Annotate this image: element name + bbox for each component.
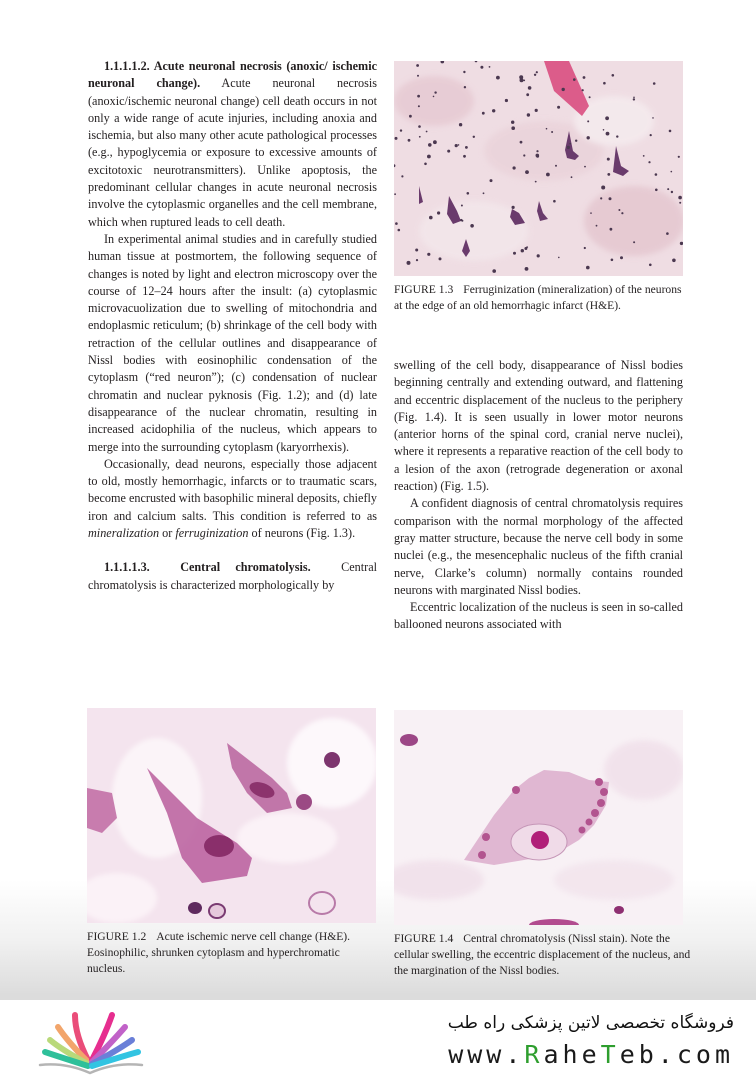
glial-nucleus bbox=[395, 137, 398, 140]
glial-nucleus bbox=[669, 130, 672, 133]
glial-nucleus bbox=[492, 269, 496, 273]
glial-nucleus bbox=[426, 131, 428, 133]
glial-nucleus bbox=[655, 173, 658, 176]
glial-nucleus bbox=[511, 121, 514, 124]
glial-nucleus bbox=[401, 175, 403, 177]
glial-nucleus bbox=[482, 112, 485, 115]
glial-nucleus bbox=[473, 136, 475, 138]
glial-nucleus bbox=[601, 186, 605, 190]
glial-nucleus bbox=[633, 98, 635, 100]
figure-1-2-caption: FIGURE 1.2 Acute ischemic nerve cell change (H&E). Eosinophilic, shrunken cytoplasm and hyperchromatic nucleus. bbox=[87, 930, 351, 975]
left-text-column bbox=[88, 58, 377, 594]
glial-nucleus bbox=[616, 135, 618, 137]
glial-nucleus bbox=[525, 170, 529, 174]
glial-nucleus bbox=[511, 126, 515, 130]
glial-nucleus bbox=[596, 225, 598, 227]
right-text-column bbox=[394, 357, 683, 634]
glial-nucleus bbox=[575, 140, 577, 142]
glial-nucleus bbox=[571, 176, 573, 178]
glial-nucleus bbox=[666, 232, 669, 235]
glial-nucleus bbox=[612, 74, 615, 77]
glial-nucleus bbox=[536, 71, 538, 73]
glial-nucleus bbox=[394, 193, 396, 195]
glial-nucleus bbox=[527, 113, 530, 116]
paragraph: A confident diagnosis of central chromatolysis requires comparison with the normal morphology of the affected gray matter structure, because the nerve cell body in some nuclei (e.g., the mesencephalic nucleus of the fifth cranial nerve, Clarke’s column) normally contains rounded neurons with marginated Nissl bodies. bbox=[394, 496, 683, 597]
paragraph: Eccentric localization of the nucleus is seen in so-called ballooned neurons associated with bbox=[394, 600, 683, 632]
glial-nucleus bbox=[555, 165, 557, 167]
glial-nucleus bbox=[395, 222, 398, 225]
glial-nucleus bbox=[589, 96, 591, 98]
glial-nucleus bbox=[505, 99, 508, 102]
figure-1-2-image bbox=[87, 708, 376, 923]
glial-nucleus bbox=[643, 155, 645, 157]
glial-nucleus bbox=[433, 96, 435, 98]
glial-nucleus bbox=[590, 212, 592, 214]
pyknotic-nucleus bbox=[204, 835, 234, 857]
glial-nucleus bbox=[582, 89, 584, 91]
glial-nucleus bbox=[655, 189, 658, 192]
glial-nucleus bbox=[633, 241, 635, 243]
glial-nucleus bbox=[536, 155, 539, 158]
figure-1-4-image bbox=[394, 710, 683, 925]
figure-1-4-caption: FIGURE 1.4 Central chromatolysis (Nissl stain). Note the cellular swelling, the eccentric displacement of the nucleus, and the margination of the Nissl bodies. bbox=[394, 932, 691, 977]
glial-nucleus bbox=[513, 166, 516, 169]
glial-nucleus bbox=[521, 249, 524, 252]
figure-1-3-image bbox=[394, 61, 683, 276]
glial-nucleus bbox=[424, 163, 427, 166]
glial-nucleus bbox=[523, 154, 525, 156]
glial-nucleus bbox=[467, 192, 470, 195]
glial-nucleus bbox=[463, 71, 465, 73]
glial-nucleus bbox=[558, 257, 560, 259]
glial-nucleus bbox=[400, 129, 402, 131]
glial-nucleus bbox=[671, 191, 673, 193]
glial-nucleus bbox=[553, 200, 556, 203]
glial-nucleus bbox=[557, 106, 560, 109]
store-name: فروشگاه تخصصی لاتین پزشکی راه طب bbox=[447, 1013, 734, 1033]
glial-nucleus bbox=[603, 129, 605, 131]
glial-nucleus bbox=[537, 254, 540, 257]
glial-nucleus bbox=[416, 64, 419, 67]
glial-nucleus bbox=[398, 229, 401, 232]
glial-nucleus bbox=[569, 143, 571, 145]
glial-nucleus bbox=[483, 192, 485, 194]
glial-nucleus bbox=[490, 179, 493, 182]
glial-nucleus bbox=[652, 117, 654, 119]
open-book-rainbow-logo-icon bbox=[30, 1010, 150, 1075]
figure-label: FIGURE 1.4 bbox=[394, 932, 454, 945]
glial-nucleus bbox=[409, 115, 412, 118]
glial-nucleus bbox=[667, 188, 669, 190]
glial-nucleus bbox=[434, 91, 436, 93]
glial-nucleus bbox=[480, 66, 483, 69]
glial-nucleus bbox=[427, 155, 431, 159]
glial-nucleus bbox=[465, 146, 468, 149]
glial-nucleus bbox=[464, 86, 466, 88]
glial-nucleus bbox=[408, 139, 411, 142]
glial-nucleus bbox=[512, 206, 515, 209]
glial-nucleus bbox=[600, 197, 602, 199]
glial-nucleus bbox=[587, 120, 589, 122]
glial-nucleus bbox=[607, 158, 610, 161]
glial-nucleus bbox=[650, 134, 652, 136]
glial-nucleus bbox=[609, 197, 612, 200]
glial-nucleus bbox=[419, 136, 421, 138]
glial-nucleus bbox=[416, 259, 418, 261]
glial-nucleus bbox=[551, 131, 553, 133]
glial-nucleus bbox=[525, 267, 529, 271]
glial-nucleus bbox=[437, 211, 440, 214]
glial-nucleus bbox=[648, 161, 650, 163]
glial-nucleus bbox=[611, 259, 614, 262]
glial-nucleus bbox=[649, 264, 652, 267]
glial-nucleus bbox=[526, 246, 528, 248]
glial-nucleus bbox=[546, 128, 548, 130]
glial-nucleus bbox=[519, 75, 523, 79]
glial-nucleus bbox=[573, 78, 576, 81]
glial-nucleus bbox=[678, 196, 682, 200]
glial-nucleus bbox=[606, 132, 610, 136]
glial-nucleus bbox=[460, 219, 462, 221]
glial-nucleus bbox=[417, 75, 419, 77]
glial-nucleus bbox=[536, 150, 538, 152]
glial-nucleus bbox=[439, 257, 442, 260]
section-acute-neuronal-necrosis: 1.1.1.1.2. Acute neuronal necrosis (anoxic/ ischemic neuronal change). Acute neuronal necrosis (anoxic/ischemic neuronal change) cell death occurs in not only a wide range of acute injuries, including anoxia and ischemia, but also many other acute pathological processes (e.g., hypoglycemia or exposure to excessive amounts of excitotoxic neurotransmitters). Unlike apoptosis, the predominant cellular changes in acute neuronal necrosis involve the cytoplasmic organelles and the cell membrane, which when ruptured leads to cell death. bbox=[88, 59, 377, 229]
glial-nucleus bbox=[535, 181, 537, 183]
glial-nucleus bbox=[546, 173, 550, 177]
glial-nucleus bbox=[417, 95, 420, 98]
glial-nucleus bbox=[603, 82, 606, 85]
glial-nucleus bbox=[489, 66, 491, 68]
glial-nucleus bbox=[621, 212, 623, 214]
glial-nucleus bbox=[618, 209, 620, 211]
glial-nucleus bbox=[418, 125, 421, 128]
figure-label: FIGURE 1.2 bbox=[87, 930, 147, 943]
glial-nucleus bbox=[496, 76, 500, 80]
glial-nucleus bbox=[607, 173, 610, 176]
glial-nucleus bbox=[526, 93, 529, 96]
glial-nucleus bbox=[427, 253, 430, 256]
figure-1-3-caption: FIGURE 1.3 Ferruginization (mineralization) of the neurons at the edge of an old hemorrhagic infarct (H&E). bbox=[394, 283, 682, 312]
glial-nucleus bbox=[523, 80, 525, 82]
glial-nucleus bbox=[534, 74, 536, 76]
paragraph: Occasionally, dead neurons, especially those adjacent to old, mostly hemorrhagic, infarcts or to traumatic scars, become encrusted with basophilic mineral deposits, chiefly iron and calcium salts. This condition is referred to as mineralization or ferruginization of neurons (Fig. 1.3). bbox=[88, 456, 377, 541]
glial-nucleus bbox=[459, 123, 462, 126]
glial-nucleus bbox=[428, 143, 432, 147]
glial-nucleus bbox=[470, 224, 474, 228]
glial-nucleus bbox=[583, 76, 586, 79]
glial-nucleus bbox=[458, 144, 460, 146]
eccentric-nucleolus bbox=[531, 831, 549, 849]
glial-nucleus bbox=[672, 259, 676, 263]
glial-nucleus bbox=[461, 205, 463, 207]
glial-nucleus bbox=[584, 247, 586, 249]
glial-nucleus bbox=[492, 109, 495, 112]
glial-nucleus bbox=[567, 146, 570, 149]
paragraph: swelling of the cell body, disappearance of Nissl bodies beginning centrally and extending outward, and flattening and eccentric displacement of the nucleus to the periphery (Fig. 1.4). It is seen usually in lower motor neurons (anterior horns of the spinal cord, cranial nerve nuclei), where it represents a reparative reaction of the cell body to a lesion of the axon (retrograde degeneration or axonal reaction) (Fig. 1.5). bbox=[394, 358, 683, 494]
glial-nucleus bbox=[418, 105, 420, 107]
glial-nucleus bbox=[455, 144, 458, 147]
glial-nucleus bbox=[633, 97, 635, 99]
glial-nucleus bbox=[653, 82, 656, 85]
glial-nucleus bbox=[415, 249, 418, 252]
glial-nucleus bbox=[528, 86, 532, 90]
figure-label: FIGURE 1.3 bbox=[394, 283, 454, 296]
glial-nucleus bbox=[671, 171, 673, 173]
glial-nucleus bbox=[407, 261, 411, 265]
glial-nucleus bbox=[584, 166, 586, 168]
glial-nucleus bbox=[679, 202, 681, 204]
glial-nucleus bbox=[463, 155, 466, 158]
paragraph: In experimental animal studies and in carefully studied human tissue at postmortem, the following sequence of changes is noted by light and electron microscopy over the course of 12–24 hours after the insult: (a) cytoplasmic microvacuolization due to swelling of mitochondria and endoplasmic reticulum; (b) shrinkage of the cell body with retraction of the cellular outlines and disappearance of Nissl bodies with eosinophilic condensation of the cytoplasm (“red neuron”); (c) condensation of nuclear chromatin and nuclear pyknosis (Fig. 1.2); and (d) late disappearance of the nuclear chromatin, resulting in increased acidophilia of the nucleus, which appears to merge into the surrounding cytoplasm (karyorrhexis). bbox=[88, 231, 377, 454]
section-heading: 1.1.1.1.2. Acute neuronal necrosis (anoxic/ ischemic neuronal change). bbox=[88, 59, 377, 91]
glial-nucleus bbox=[520, 141, 523, 144]
glial-nucleus bbox=[678, 156, 680, 158]
glial-nucleus bbox=[562, 88, 565, 91]
glial-nucleus bbox=[513, 252, 516, 255]
glial-nucleus bbox=[586, 266, 590, 270]
glial-nucleus bbox=[535, 109, 538, 112]
glial-nucleus bbox=[587, 136, 590, 139]
section-heading: 1.1.1.1.3. Central chromatolysis. bbox=[104, 560, 311, 575]
glial-nucleus bbox=[610, 228, 613, 231]
glial-nucleus bbox=[429, 216, 433, 220]
glial-nucleus bbox=[620, 256, 623, 259]
store-url[interactable]: www.RaheTeb.com bbox=[448, 1040, 734, 1069]
glial-nucleus bbox=[605, 116, 609, 120]
section-central-chromatolysis: 1.1.1.1.3. Central chromatolysis. Central chromatolysis is characterized morphologically by bbox=[88, 560, 377, 592]
glial-nucleus bbox=[433, 140, 437, 144]
glial-nucleus bbox=[447, 150, 450, 153]
